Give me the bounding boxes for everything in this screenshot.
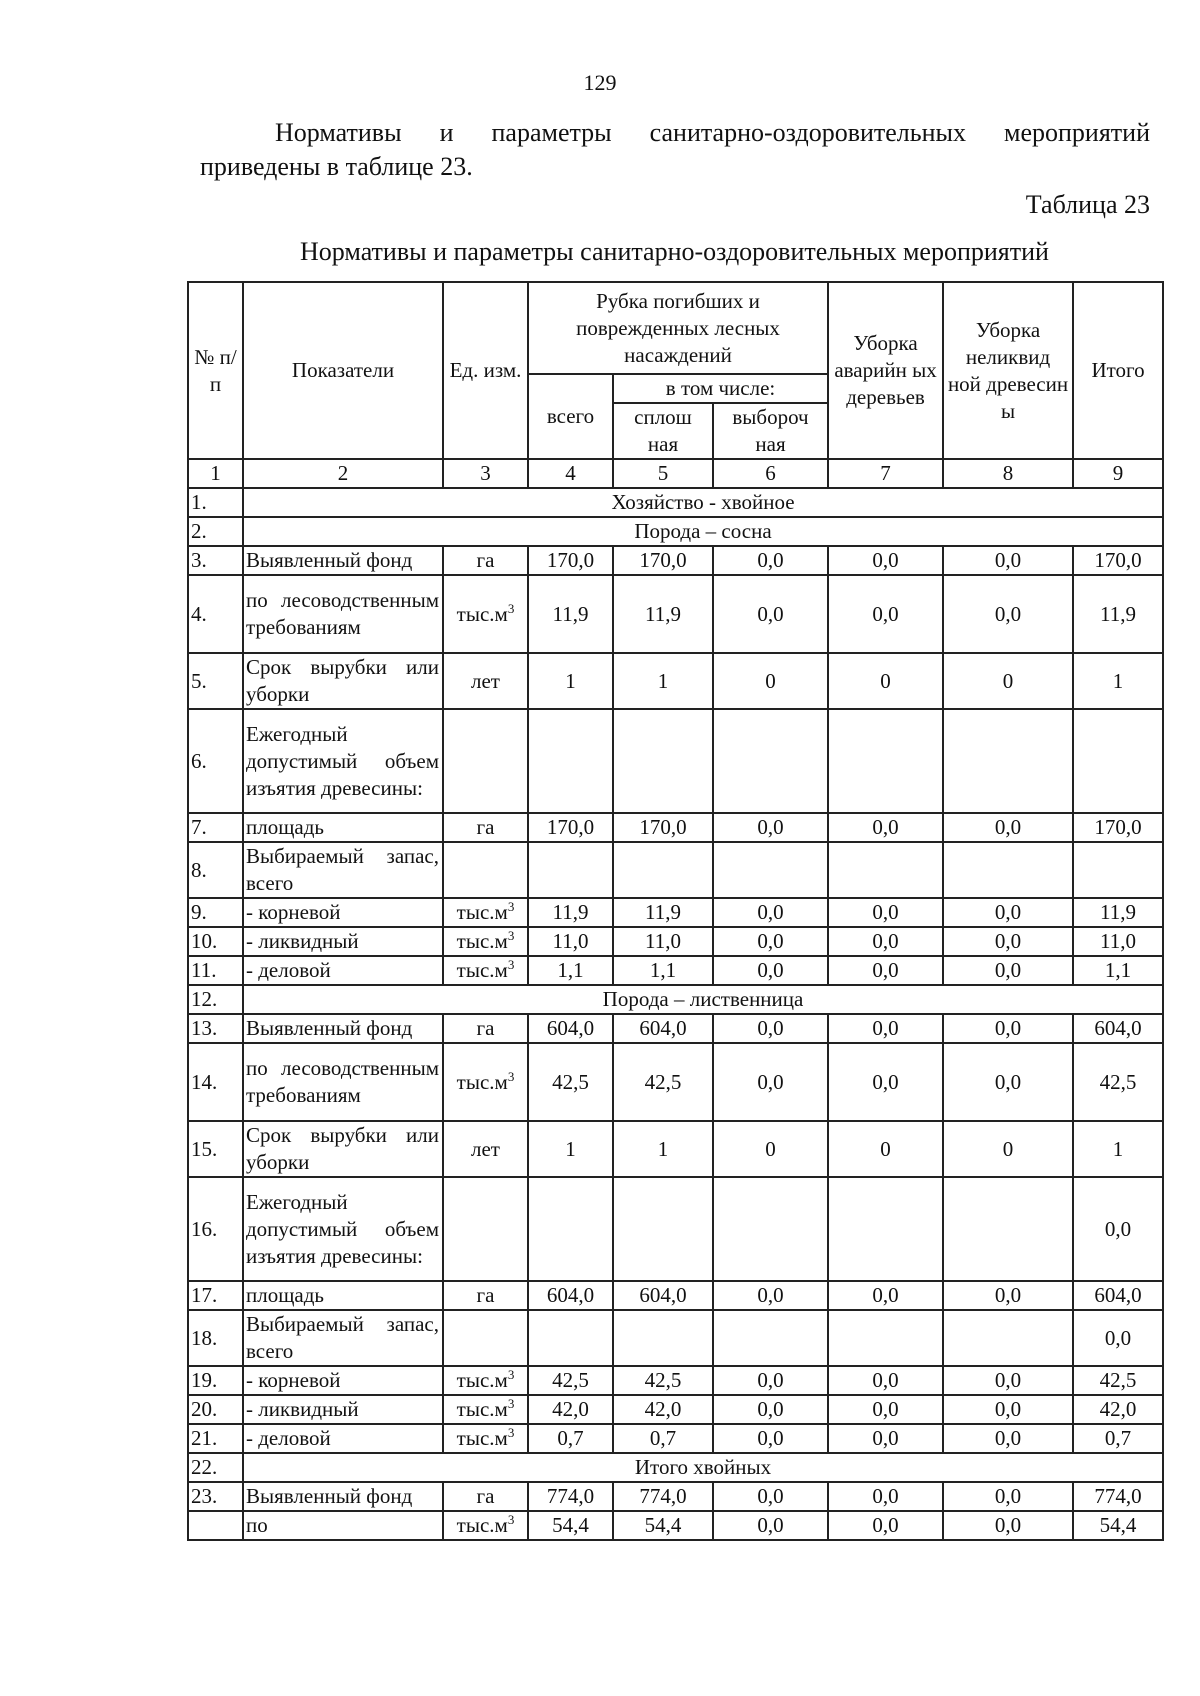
value-cell [613,842,713,898]
value-cell: 0,0 [828,927,943,956]
value-cell: 11,9 [613,898,713,927]
header-emergency: Уборка аварийн ых деревьев [828,282,943,459]
row-unit [443,1281,528,1310]
value-cell: 0,0 [713,575,828,653]
value-cell: 0,0 [828,898,943,927]
intro-paragraph: Нормативы и параметры санитарно-оздоровительных мероприятий приведены в таблице 23. [200,118,1150,181]
table-row [188,898,1163,927]
header-total: всего [528,374,613,459]
norms-table [187,281,1164,1541]
header-including: в том числе: [613,374,828,403]
row-number: 7. [188,813,243,842]
table-row [188,985,1163,1014]
value-cell [528,1177,613,1281]
value-cell: 42,0 [613,1395,713,1424]
table-row [188,488,1163,517]
value-cell: 42,5 [613,1043,713,1121]
section-heading: Хозяйство - хвойное [243,488,1163,517]
row-number: 4. [188,575,243,653]
unit-superscript: 3 [507,1512,515,1527]
value-cell: 0,0 [713,1424,828,1453]
row-indicator: площадь [243,813,443,842]
value-cell: 0,0 [943,927,1073,956]
value-cell: 42,0 [528,1395,613,1424]
table-header [188,282,1163,488]
value-cell: 0,0 [828,1482,943,1511]
header-grand-total: Итого [1073,282,1163,459]
value-cell [528,842,613,898]
unit-text: тыс.м [456,958,508,982]
value-cell: 0,0 [943,1511,1073,1540]
row-number: 14. [188,1043,243,1121]
value-cell [613,1177,713,1281]
value-cell: 0,0 [713,1366,828,1395]
value-cell [943,842,1073,898]
value-cell: 0,0 [713,1043,828,1121]
value-cell: 0,0 [828,1043,943,1121]
row-indicator: Выявленный фонд [243,1014,443,1043]
value-cell [1073,842,1163,898]
unit-superscript: 3 [507,600,515,616]
table-title: Нормативы и параметры санитарно-оздоровительных мероприятий [300,237,1049,266]
section-heading: Порода – сосна [243,517,1163,546]
table-row [188,956,1163,985]
value-cell: 604,0 [1073,1281,1163,1310]
row-unit [443,546,528,575]
row-number: 22. [188,1453,243,1482]
value-cell: 170,0 [613,546,713,575]
value-cell: 0,0 [1073,1177,1163,1281]
value-cell: 604,0 [528,1014,613,1043]
value-cell [528,1310,613,1366]
row-number: 19. [188,1366,243,1395]
table-row [188,1482,1163,1511]
row-indicator: по лесоводственным требованиям [243,575,443,653]
value-cell: 11,9 [528,898,613,927]
table-row [188,1281,1163,1310]
value-cell: 0,0 [828,1424,943,1453]
table-row [188,709,1163,813]
row-number: 5. [188,653,243,709]
table-row [188,1177,1163,1281]
value-cell [713,842,828,898]
value-cell: 1,1 [613,956,713,985]
header-indicators: Показатели [243,282,443,459]
value-cell: 604,0 [613,1281,713,1310]
value-cell: 0 [828,653,943,709]
value-cell: 42,5 [528,1366,613,1395]
unit-superscript: 3 [507,1068,515,1084]
row-number: 8. [188,842,243,898]
value-cell: 1 [613,1121,713,1177]
value-cell: 0,0 [943,898,1073,927]
value-cell: 604,0 [1073,1014,1163,1043]
unit-text: тыс.м [456,1069,508,1094]
value-cell: 0,0 [713,813,828,842]
row-unit [443,575,528,653]
value-cell: 0,0 [943,1281,1073,1310]
table-row [188,1395,1163,1424]
value-cell: 11,0 [528,927,613,956]
row-indicator: - деловой [243,956,443,985]
row-indicator: Срок вырубки или уборки [243,1121,443,1177]
value-cell: 11,9 [528,575,613,653]
value-cell: 1 [613,653,713,709]
row-number: 1. [188,488,243,517]
value-cell: 0,0 [713,956,828,985]
value-cell: 0,0 [943,1043,1073,1121]
row-indicator: Ежегодный допустимый объем изъятия древесины: [243,1177,443,1281]
value-cell: 0,0 [828,1281,943,1310]
value-cell: 0,0 [713,1281,828,1310]
row-indicator: площадь [243,1281,443,1310]
value-cell: 170,0 [1073,546,1163,575]
unit-text: тыс.м [456,1368,508,1392]
value-cell: 11,9 [1073,575,1163,653]
unit-text: лет [471,1136,500,1161]
value-cell: 170,0 [613,813,713,842]
header-selective: выбороч ная [713,403,828,459]
value-cell: 0,0 [828,1395,943,1424]
row-unit [443,1043,528,1121]
unit-text: тыс.м [456,900,508,924]
value-cell: 0,0 [943,575,1073,653]
value-cell [828,1310,943,1366]
value-cell [713,1310,828,1366]
value-cell: 11,9 [613,575,713,653]
row-indicator: Выбираемый запас, всего [243,842,443,898]
value-cell: 0,0 [828,1014,943,1043]
section-heading: Порода – лиственница [243,985,1163,1014]
row-unit [443,1482,528,1511]
unit-superscript: 3 [507,957,515,972]
value-cell: 0 [943,1121,1073,1177]
value-cell [943,1177,1073,1281]
row-unit [443,1177,528,1281]
row-number: 3. [188,546,243,575]
row-indicator: - корневой [243,898,443,927]
unit-superscript: 3 [507,1425,515,1440]
row-unit [443,1424,528,1453]
value-cell: 1,1 [528,956,613,985]
row-unit [443,1511,528,1540]
value-cell: 0,0 [943,1366,1073,1395]
value-cell: 0,0 [828,1366,943,1395]
value-cell [828,709,943,813]
value-cell: 0 [713,653,828,709]
row-number: 12. [188,985,243,1014]
row-indicator: - корневой [243,1366,443,1395]
value-cell: 170,0 [528,813,613,842]
column-number: 4 [528,459,613,488]
value-cell: 0,0 [713,1511,828,1540]
column-number: 1 [188,459,243,488]
row-indicator: - ликвидный [243,927,443,956]
value-cell: 170,0 [1073,813,1163,842]
row-unit [443,1310,528,1366]
table-body [188,488,1163,1540]
value-cell: 0,0 [828,1511,943,1540]
value-cell: 0,7 [613,1424,713,1453]
value-cell: 0,7 [528,1424,613,1453]
page-number: 129 [583,70,617,95]
row-number: 10. [188,927,243,956]
table-row [188,1424,1163,1453]
value-cell: 1,1 [1073,956,1163,985]
value-cell: 1 [1073,653,1163,709]
value-cell: 0 [943,653,1073,709]
row-indicator: Выявленный фонд [243,546,443,575]
value-cell: 0 [713,1121,828,1177]
row-number: 15. [188,1121,243,1177]
value-cell: 0,0 [713,546,828,575]
table-row [188,1453,1163,1482]
value-cell: 11,9 [1073,898,1163,927]
value-cell: 0,0 [1073,1310,1163,1366]
row-indicator: по [243,1511,443,1540]
header-illiquid: Уборка неликвид ной древесин ы [943,282,1073,459]
value-cell: 11,0 [1073,927,1163,956]
value-cell [613,1310,713,1366]
value-cell: 0 [828,1121,943,1177]
row-number [188,1511,243,1540]
row-unit [443,1395,528,1424]
header-clear: сплош ная [613,403,713,459]
value-cell: 774,0 [613,1482,713,1511]
value-cell: 0,0 [713,927,828,956]
value-cell: 1 [1073,1121,1163,1177]
unit-text: тыс.м [456,1426,508,1450]
row-unit [443,1014,528,1043]
column-number: 9 [1073,459,1163,488]
row-indicator: - деловой [243,1424,443,1453]
value-cell: 0,0 [943,1482,1073,1511]
unit-superscript: 3 [507,1367,515,1382]
value-cell: 604,0 [613,1014,713,1043]
table-row [188,1511,1163,1540]
column-number: 6 [713,459,828,488]
row-unit [443,813,528,842]
value-cell: 0,0 [828,546,943,575]
value-cell: 0,0 [943,1395,1073,1424]
unit-text: лет [471,668,500,693]
value-cell [528,709,613,813]
value-cell: 170,0 [528,546,613,575]
value-cell: 1 [528,1121,613,1177]
row-number: 2. [188,517,243,546]
unit-text: га [476,815,495,839]
value-cell [828,1177,943,1281]
row-indicator: по лесоводственным требованиям [243,1043,443,1121]
unit-text: га [476,1484,495,1508]
unit-text: тыс.м [456,1513,508,1537]
value-cell: 42,5 [1073,1043,1163,1121]
unit-text: га [476,1016,495,1040]
value-cell: 0,0 [713,898,828,927]
unit-text: га [476,548,495,572]
row-indicator: Срок вырубки или уборки [243,653,443,709]
row-unit [443,653,528,709]
value-cell [828,842,943,898]
value-cell: 0,0 [943,956,1073,985]
row-unit [443,956,528,985]
row-number: 6. [188,709,243,813]
unit-text: тыс.м [456,601,508,626]
unit-superscript: 3 [507,928,515,943]
value-cell: 1 [528,653,613,709]
row-number: 13. [188,1014,243,1043]
value-cell: 774,0 [528,1482,613,1511]
table-row [188,1121,1163,1177]
row-indicator: Ежегодный допустимый объем изъятия древесины: [243,709,443,813]
value-cell [713,709,828,813]
value-cell: 11,0 [613,927,713,956]
row-number: 21. [188,1424,243,1453]
value-cell [713,1177,828,1281]
row-unit [443,1366,528,1395]
value-cell: 0,0 [713,1014,828,1043]
column-number: 5 [613,459,713,488]
column-number: 3 [443,459,528,488]
value-cell: 604,0 [528,1281,613,1310]
table-row [188,1014,1163,1043]
table-row [188,546,1163,575]
value-cell: 54,4 [1073,1511,1163,1540]
row-number: 9. [188,898,243,927]
value-cell: 54,4 [528,1511,613,1540]
value-cell: 0,0 [943,1014,1073,1043]
row-number: 17. [188,1281,243,1310]
value-cell: 42,0 [1073,1395,1163,1424]
row-unit [443,1121,528,1177]
unit-superscript: 3 [507,1396,515,1411]
table-row [188,1310,1163,1366]
section-heading: Итого хвойных [243,1453,1163,1482]
table-row [188,813,1163,842]
unit-text: га [476,1283,495,1307]
value-cell: 0,0 [828,575,943,653]
value-cell: 0,0 [713,1482,828,1511]
value-cell [1073,709,1163,813]
table-row [188,575,1163,653]
value-cell: 0,0 [943,813,1073,842]
value-cell [613,709,713,813]
column-number: 7 [828,459,943,488]
column-number: 8 [943,459,1073,488]
header-unit: Ед. изм. [443,282,528,459]
row-unit [443,927,528,956]
value-cell: 0,0 [943,1424,1073,1453]
column-number: 2 [243,459,443,488]
row-unit [443,842,528,898]
table-label: Таблица 23 [1025,190,1150,219]
value-cell: 54,4 [613,1511,713,1540]
unit-text: тыс.м [456,929,508,953]
value-cell: 42,5 [528,1043,613,1121]
row-number: 23. [188,1482,243,1511]
value-cell: 0,0 [828,956,943,985]
value-cell: 42,5 [613,1366,713,1395]
row-unit [443,709,528,813]
unit-superscript: 3 [507,899,515,914]
row-number: 18. [188,1310,243,1366]
row-number: 16. [188,1177,243,1281]
table-row [188,927,1163,956]
table-row [188,1043,1163,1121]
unit-text: тыс.м [456,1397,508,1421]
value-cell [943,709,1073,813]
row-indicator: - ликвидный [243,1395,443,1424]
header-num: № п/п [188,282,243,459]
value-cell: 0,0 [943,546,1073,575]
column-numbers-row [188,459,1163,488]
table-row [188,653,1163,709]
value-cell: 774,0 [1073,1482,1163,1511]
row-unit [443,898,528,927]
value-cell: 0,7 [1073,1424,1163,1453]
value-cell: 42,5 [1073,1366,1163,1395]
header-felling: Рубка погибших и поврежденных лесных насаждений [528,282,828,374]
table-row [188,842,1163,898]
row-indicator: Выявленный фонд [243,1482,443,1511]
row-number: 20. [188,1395,243,1424]
table-row [188,1366,1163,1395]
value-cell: 0,0 [713,1395,828,1424]
table-row [188,517,1163,546]
value-cell: 0,0 [828,813,943,842]
row-indicator: Выбираемый запас, всего [243,1310,443,1366]
row-number: 11. [188,956,243,985]
value-cell [943,1310,1073,1366]
